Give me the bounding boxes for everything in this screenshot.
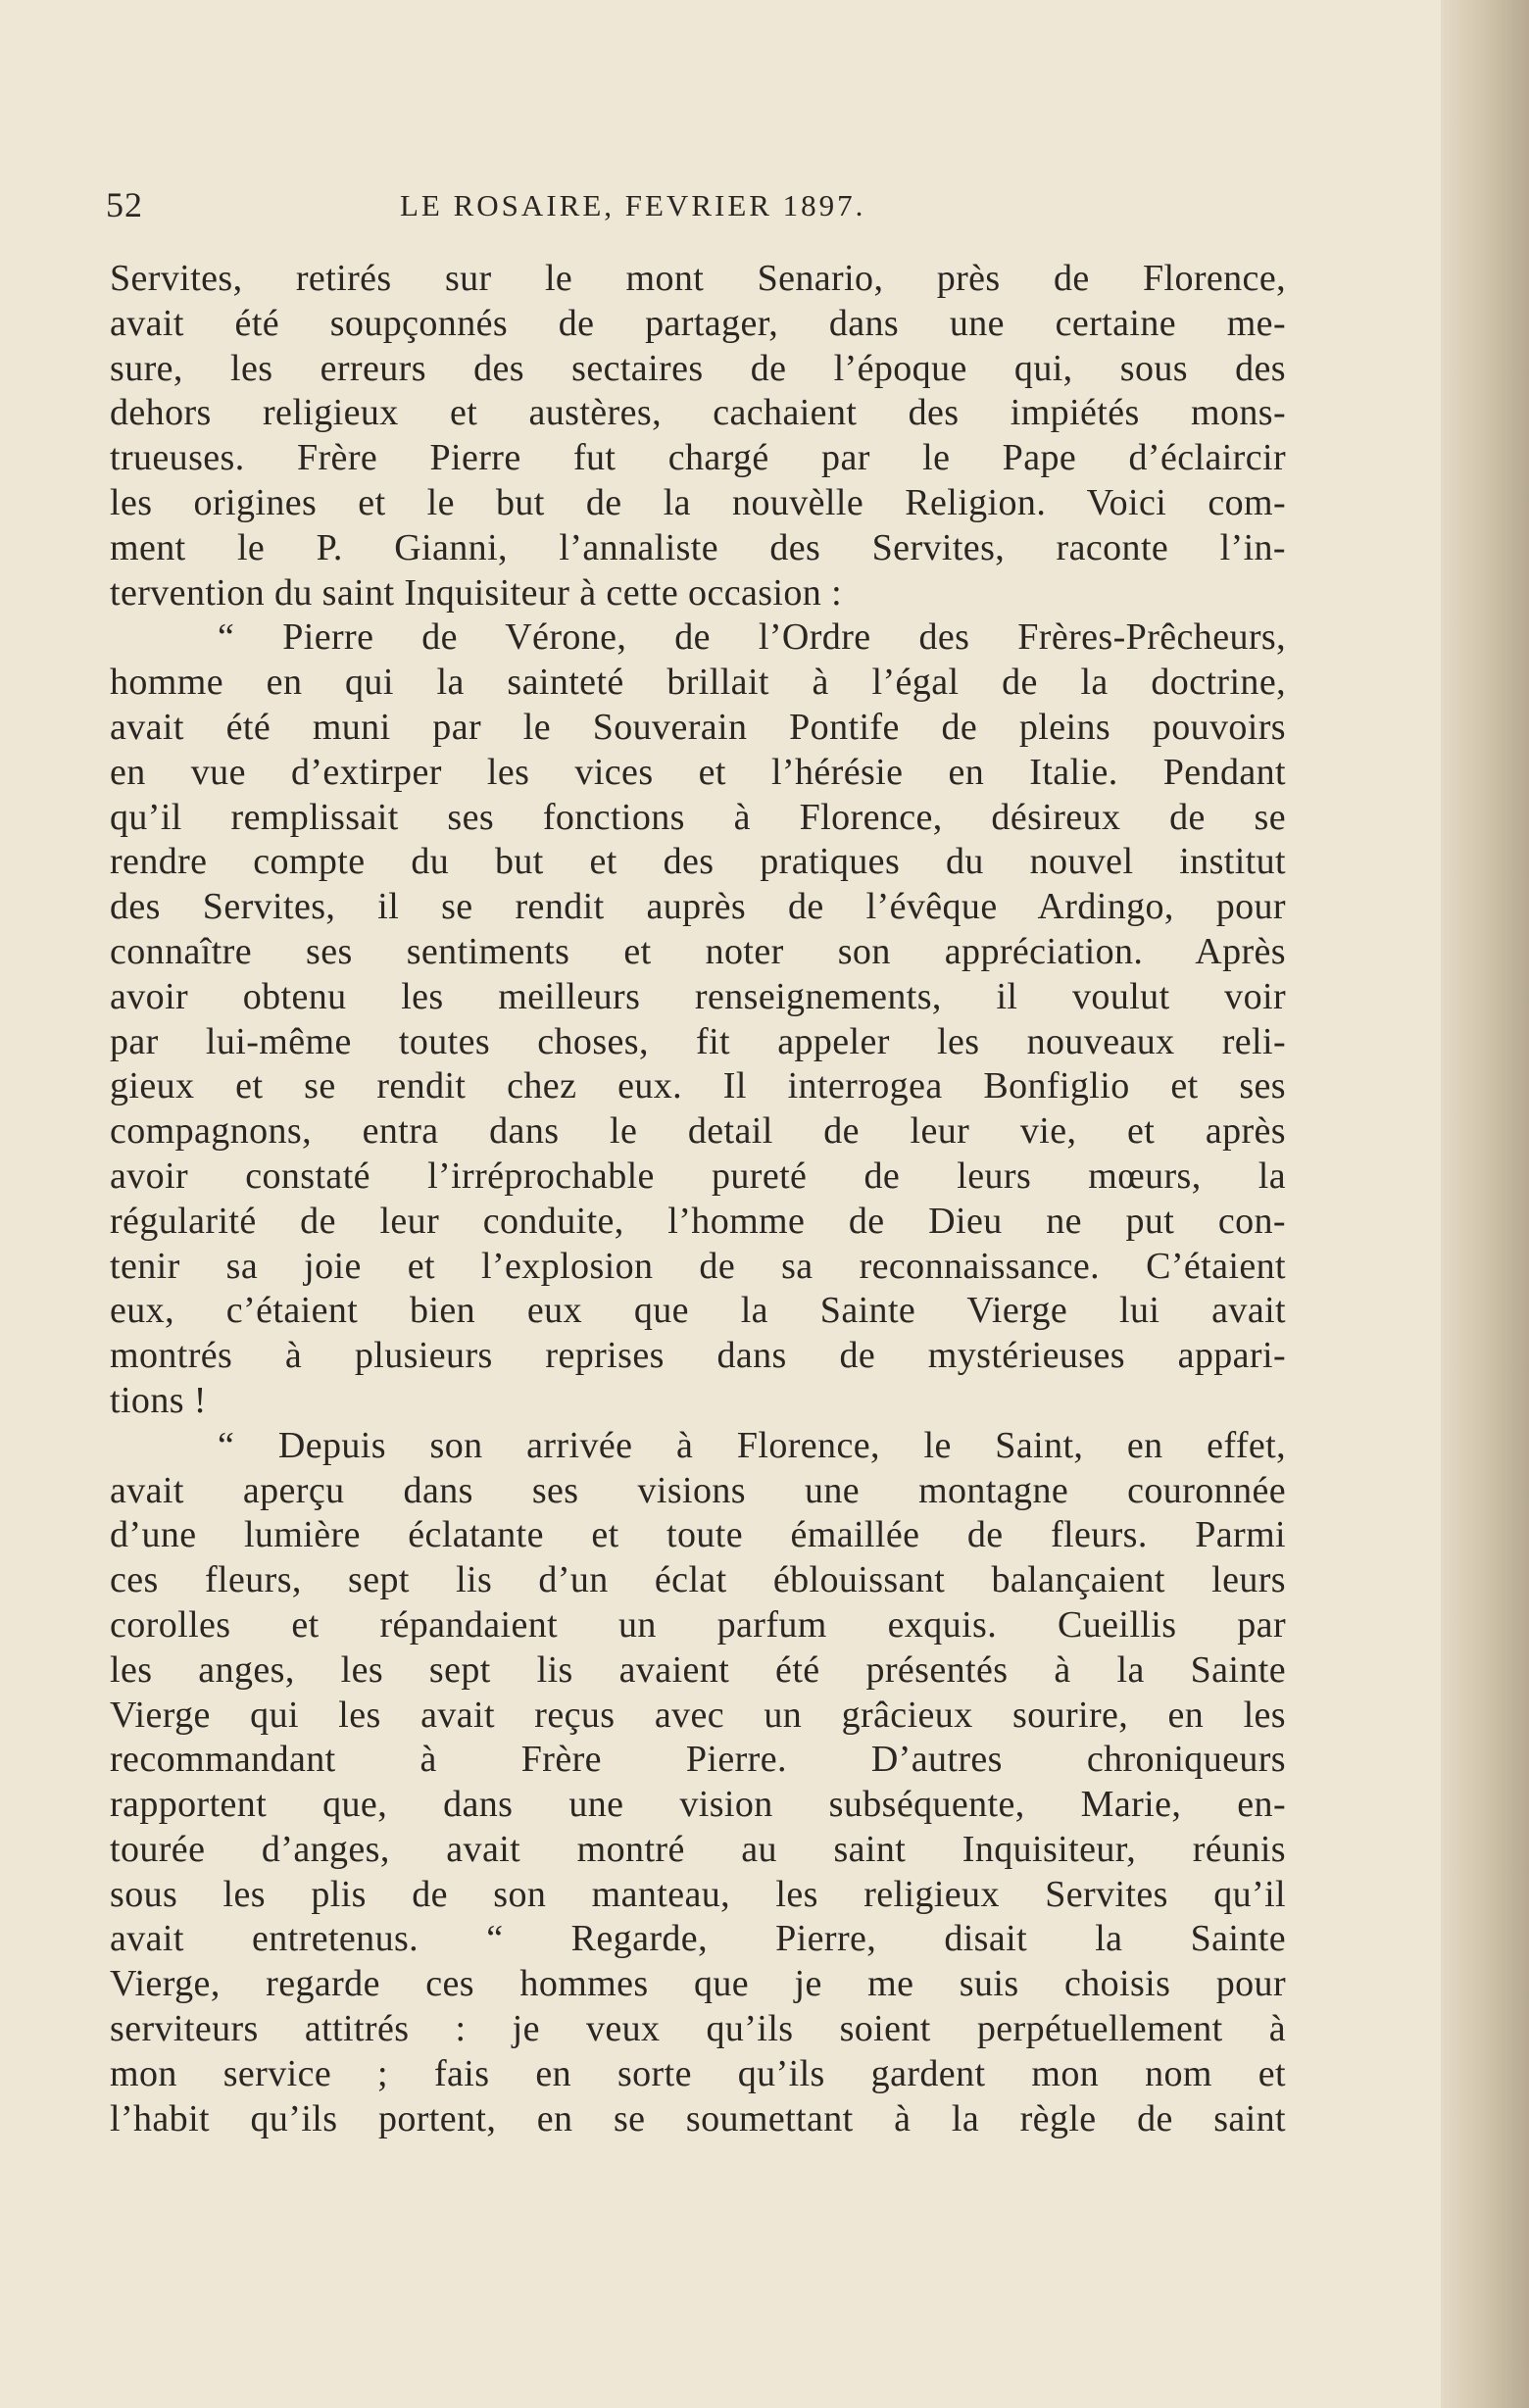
text-line: rendre compte du but et des pratiques du nouvel institut — [110, 841, 1286, 883]
body-text — [110, 257, 1286, 2141]
text-line: en vue d’extirper les vices et l’hérésie en Italie. Pendant — [110, 751, 1286, 793]
text-line: tourée d’anges, avait montré au saint Inquisiteur, réunis — [110, 1828, 1286, 1870]
text-line: les anges, les sept lis avaient été présentés à la Sainte — [110, 1648, 1286, 1691]
text-line: avoir constaté l’irréprochable pureté de leurs mœurs, la — [110, 1155, 1286, 1197]
text-line: gieux et se rendit chez eux. Il interrogea Bonfiglio et ses — [110, 1065, 1286, 1107]
page-right-edge — [1441, 0, 1529, 2408]
text-line: ces fleurs, sept lis d’un éclat éblouissant balançaient leurs — [110, 1559, 1286, 1601]
page-number: 52 — [106, 185, 143, 224]
text-line: tervention du saint Inquisiteur à cette occasion : — [110, 571, 843, 614]
text-line: régularité de leur conduite, l’homme de Dieu ne put con- — [110, 1200, 1286, 1242]
text-line: dehors religieux et austères, cachaient des impiétés mons- — [110, 392, 1286, 434]
running-head: LE ROSAIRE, FEVRIER 1897. — [400, 188, 866, 222]
text-line: mon service ; fais en sorte qu’ils gardent mon nom et — [110, 2052, 1286, 2094]
text-line: des Servites, il se rendit auprès de l’évêque Ardingo, pour — [110, 886, 1286, 928]
text-line: avait entretenus. “ Regarde, Pierre, disait la Sainte — [110, 1918, 1286, 1960]
text-line: montrés à plusieurs reprises dans de mystérieuses appari- — [110, 1335, 1286, 1377]
text-line: par lui-même toutes choses, fit appeler les nouveaux reli- — [110, 1020, 1286, 1062]
text-line: d’une lumière éclatante et toute émaillée de fleurs. Parmi — [110, 1514, 1286, 1556]
text-line: rapportent que, dans une vision subséquente, Marie, en- — [110, 1784, 1286, 1826]
text-line: qu’il remplissait ses fonctions à Florence, désireux de se — [110, 796, 1286, 838]
text-line: tenir sa joie et l’explosion de sa reconnaissance. C’étaient — [110, 1245, 1286, 1287]
text-line: les origines et le but de la nouvèlle Religion. Voici com- — [110, 481, 1286, 523]
text-line: Servites, retirés sur le mont Senario, près de Florence, — [110, 258, 1286, 299]
text-line: homme en qui la sainteté brillait à l’égal de la doctrine, — [110, 662, 1286, 704]
text-line: Vierge qui les avait reçus avec un grâcieux sourire, en les — [110, 1694, 1286, 1736]
text-line: trueuses. Frère Pierre fut chargé par le Pape d’éclaircir — [110, 437, 1286, 479]
text-line: avait été soupçonnés de partager, dans une certaine me- — [110, 302, 1286, 344]
text-line: ment le P. Gianni, l’annaliste des Servites, raconte l’in- — [110, 526, 1286, 568]
text-line: eux, c’étaient bien eux que la Sainte Vierge lui avait — [110, 1290, 1286, 1332]
text-line: corolles et répandaient un parfum exquis. Cueillis par — [110, 1603, 1286, 1646]
text-line: compagnons, entra dans le detail de leur vie, et après — [110, 1110, 1286, 1153]
text-line: l’habit qu’ils portent, en se soumettant à la règle de saint — [110, 2097, 1286, 2139]
text-line: avait aperçu dans ses visions une montagne couronnée — [110, 1469, 1286, 1511]
text-line: serviteurs attitrés : je veux qu’ils soient perpétuellement à — [110, 2008, 1286, 2050]
text-line: Vierge, regarde ces hommes que je me suis choisis pour — [110, 1963, 1286, 2005]
text-line: avoir obtenu les meilleurs renseignements, il voulut voir — [110, 975, 1286, 1017]
text-line: recommandant à Frère Pierre. D’autres chroniqueurs — [110, 1739, 1286, 1781]
text-line: avait été muni par le Souverain Pontife de pleins pouvoirs — [110, 706, 1286, 748]
text-line: sous les plis de son manteau, les religieux Servites qu’il — [110, 1873, 1286, 1915]
text-line: “ Pierre de Vérone, de l’Ordre des Frères-Prêcheurs, — [218, 616, 1286, 659]
text-line: “ Depuis son arrivée à Florence, le Saint, en effet, — [218, 1424, 1286, 1466]
page-header — [106, 184, 1282, 233]
text-line: connaître ses sentiments et noter son appréciation. Après — [110, 930, 1286, 972]
text-line: sure, les erreurs des sectaires de l’époque qui, sous des — [110, 347, 1286, 389]
text-line: tions ! — [110, 1379, 207, 1421]
